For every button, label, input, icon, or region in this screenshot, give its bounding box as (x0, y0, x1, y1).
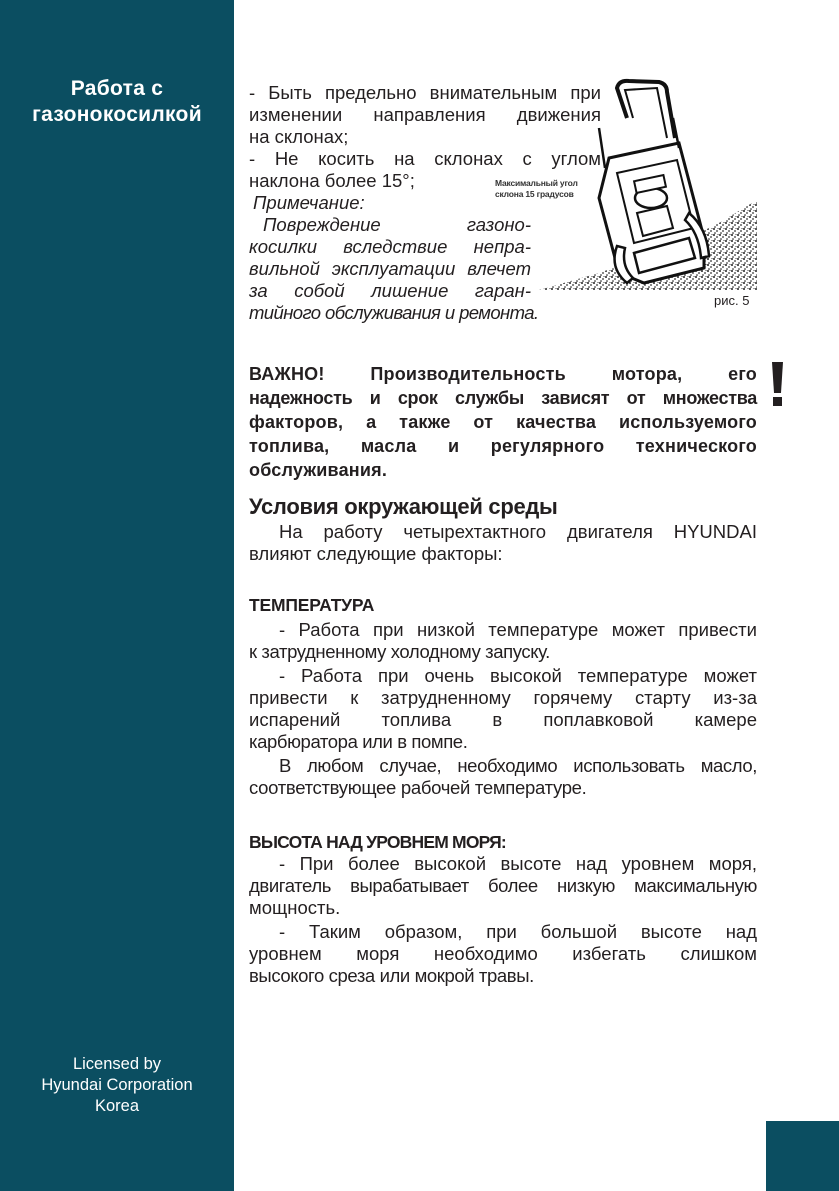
text-line: - Работа при низкой температуре может привести (279, 619, 757, 640)
text-line: к затрудненному холодному запуску. (249, 641, 550, 662)
important-line: факторов, а также от качества используемого (249, 412, 757, 432)
chapter-title (0, 76, 234, 128)
important-line: обслуживания. (249, 460, 388, 480)
exclamation-icon (767, 360, 787, 408)
lawn-mower-slope-icon (539, 78, 759, 298)
text-line: испарений топлива в поплавковой камере (249, 709, 757, 730)
environment-intro (249, 521, 757, 565)
license-line: Licensed by (72, 1055, 162, 1073)
text-line: - Быть предельно внимательным при (249, 82, 601, 103)
important-line: топлива, масла и регулярного технического (249, 436, 757, 456)
note-label: Примечание: (253, 192, 365, 213)
text-line: В любом случае, необходимо использовать масло, (279, 755, 757, 776)
note-line: вильной эксплуатации влечет (249, 258, 531, 279)
text-line: карбюратора или в помпе. (249, 731, 468, 752)
text-line: На работу четырехтактного двигателя HYUNDAI (279, 521, 757, 542)
note-line: косилки вследствие непра- (249, 236, 531, 257)
text-line: - Не косить на склонах с углом (249, 148, 601, 169)
license-line: Hyundai Corporation (41, 1076, 193, 1094)
altitude-heading: ВЫСОТА НАД УРОВНЕМ МОРЯ: (249, 832, 506, 852)
text-line: соответствующее рабочей температуре. (249, 777, 587, 798)
section-title: Условия окружающей среды (249, 494, 558, 519)
text-line: наклона более 15°; (249, 170, 415, 191)
temperature-heading: ТЕМПЕРАТУРА (249, 595, 375, 615)
text-line: привести к затрудненному горячему старту из-за (249, 687, 757, 708)
important-notice (249, 362, 757, 482)
text-line: - Работа при очень высокой температуре может (279, 665, 757, 686)
note-line: тийного обслуживания и ремонта. (249, 302, 539, 323)
important-line: ВАЖНО! Производительность мотора, его (249, 364, 757, 384)
sidebar (0, 0, 234, 1191)
text-line: изменении направления движения (249, 104, 601, 125)
note-line: за собой лишение гаран- (249, 280, 531, 301)
text-line: - Таким образом, при большой высоте над (279, 921, 757, 942)
license-line: Korea (94, 1097, 140, 1115)
text-line: уровнем моря необходимо избегать слишком (249, 943, 757, 964)
text-line: на склонах; (249, 126, 349, 147)
note-line: Повреждение газоно- (263, 214, 531, 235)
text-line: мощность. (249, 897, 341, 918)
temperature-text (249, 619, 757, 799)
text-line: - При более высокой высоте над уровнем моря, (279, 853, 757, 874)
important-line: надежность и срок службы зависят от множества (249, 388, 757, 408)
license-note (0, 1054, 234, 1117)
page-corner-block (766, 1121, 839, 1191)
text-line: влияют следующие факторы: (249, 543, 503, 564)
altitude-text (249, 853, 757, 987)
chapter-title-line: газонокосилкой (32, 103, 202, 126)
text-line: высокого среза или мокрой травы. (249, 965, 534, 986)
figure-label: рис. 5 (714, 293, 750, 308)
chapter-title-line: Работа с (70, 77, 164, 100)
caption-line: Максимальный угол (495, 178, 578, 188)
text-line: двигатель вырабатывает более низкую максимальную (249, 875, 757, 896)
caption-line: склона 15 градусов (495, 189, 574, 199)
